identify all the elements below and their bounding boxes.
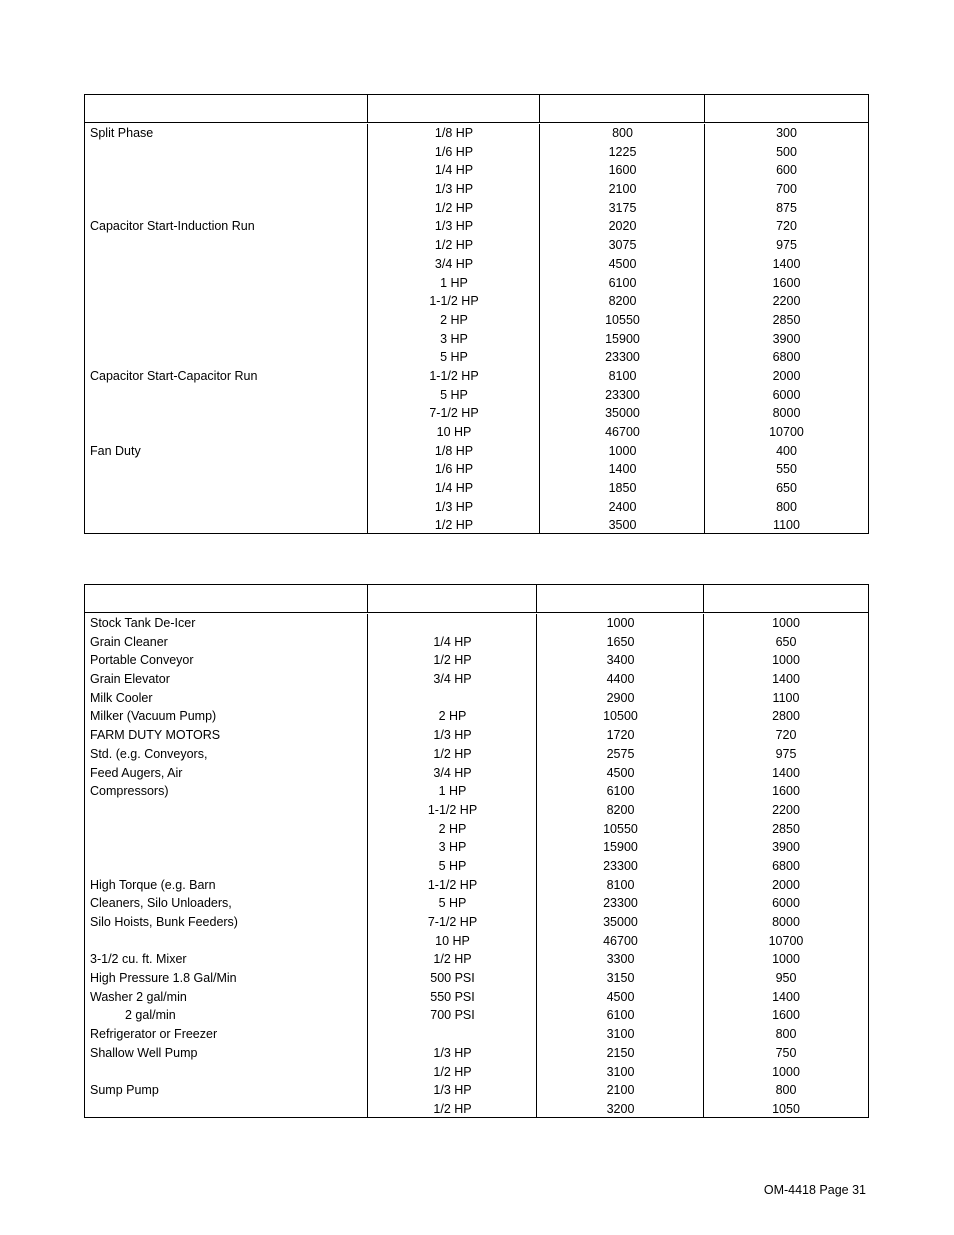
table-cell xyxy=(85,1100,368,1119)
table-cell: 15900 xyxy=(605,331,640,346)
table-cell: Std. (e.g. Conveyors, xyxy=(90,746,208,761)
table-cell: 8000 xyxy=(772,406,801,421)
table-cell: FARM DUTY MOTORS xyxy=(90,728,221,743)
table-row xyxy=(85,479,868,498)
table-cell: 1400 xyxy=(608,462,637,477)
table-cell: 1400 xyxy=(772,765,800,780)
table-cell: 1720 xyxy=(606,728,635,743)
table-cell: 1/6 HP xyxy=(434,462,474,477)
table-row xyxy=(85,180,868,199)
table-cell: 1/2 HP xyxy=(433,952,472,967)
table-cell: 1/3 HP xyxy=(433,1083,472,1098)
table-row xyxy=(85,442,868,461)
table-cell: 1/3 HP xyxy=(434,499,474,514)
table-cell: 1600 xyxy=(772,275,801,290)
table-cell: 1050 xyxy=(772,1101,800,1116)
column-divider xyxy=(703,614,704,1118)
table-cell: Sump Pump xyxy=(90,1083,159,1098)
table-cell: 3200 xyxy=(606,1101,635,1116)
table-row xyxy=(85,274,868,293)
table-cell: Washer 2 gal/min xyxy=(90,989,187,1004)
table-cell: 23300 xyxy=(605,387,640,402)
table-cell xyxy=(85,311,368,330)
table-cell: 8100 xyxy=(606,877,635,892)
header-cell xyxy=(85,585,368,612)
table-cell: 7-1/2 HP xyxy=(427,915,478,929)
table-cell xyxy=(85,161,368,180)
table-cell xyxy=(85,180,368,199)
table-cell: 46700 xyxy=(605,425,640,439)
table-cell: 1/2 HP xyxy=(434,200,474,215)
table-cell xyxy=(85,143,368,162)
table-cell: 8200 xyxy=(608,294,637,309)
table-row xyxy=(85,913,868,932)
table-cell: 3400 xyxy=(606,653,635,668)
table-cell: Split Phase xyxy=(90,126,154,140)
table-rows xyxy=(85,614,868,1119)
table-cell: Cleaners, Silo Unloaders, xyxy=(90,896,232,911)
table-cell: 2 HP xyxy=(438,821,467,836)
table-cell: 800 xyxy=(776,499,797,514)
column-divider xyxy=(536,614,537,1118)
table-cell: 1100 xyxy=(773,518,800,533)
table-cell: 1-1/2 HP xyxy=(429,294,479,309)
table-cell: 3 HP xyxy=(438,840,467,855)
table-row xyxy=(85,801,868,820)
table-cell: 6100 xyxy=(606,784,635,799)
table-cell: 1650 xyxy=(606,634,635,649)
column-divider xyxy=(367,124,368,534)
table-header xyxy=(85,95,868,123)
table-cell xyxy=(85,498,368,517)
table-cell: 2850 xyxy=(772,312,801,327)
table-cell: 400 xyxy=(776,443,797,458)
table-row xyxy=(85,932,868,951)
table-row xyxy=(85,838,868,857)
table-cell: 800 xyxy=(775,1083,797,1098)
table-cell xyxy=(85,1063,368,1082)
table-row xyxy=(85,255,868,274)
page-footer: OM-4418 Page 31 xyxy=(763,1183,866,1197)
table-cell xyxy=(368,689,537,708)
table-cell: 1/8 HP xyxy=(434,443,474,458)
table-row xyxy=(85,1006,868,1025)
table-cell: 5 HP xyxy=(440,350,468,365)
table-cell: 1000 xyxy=(772,1064,800,1079)
table-cell: 4500 xyxy=(606,989,635,1004)
table-cell: 975 xyxy=(776,238,797,253)
table-row xyxy=(85,1081,868,1100)
table-cell: 6000 xyxy=(772,896,800,911)
table-cell: 8200 xyxy=(606,802,635,817)
table-cell: 2575 xyxy=(606,746,635,761)
table-cell xyxy=(85,255,368,274)
table-cell: 10 HP xyxy=(435,933,470,948)
header-cell xyxy=(368,95,540,122)
table-cell xyxy=(85,932,368,951)
table-cell: 1/8 HP xyxy=(434,126,474,140)
table-row xyxy=(85,348,868,367)
table-cell: 1/3 HP xyxy=(433,728,472,743)
table-cell: 3175 xyxy=(608,200,637,215)
table-row xyxy=(85,707,868,726)
table-cell: 10550 xyxy=(603,821,638,836)
table-rows xyxy=(85,124,868,535)
table-row xyxy=(85,498,868,517)
table-cell: 7-1/2 HP xyxy=(429,406,479,421)
table-cell: 1 HP xyxy=(438,784,467,799)
table-cell: 2150 xyxy=(606,1045,635,1060)
table-cell: 1/3 HP xyxy=(433,1045,472,1060)
table-row xyxy=(85,199,868,218)
header-cell xyxy=(368,585,537,612)
table-cell: 8100 xyxy=(608,368,637,383)
table-cell: 10700 xyxy=(769,425,804,439)
table-row xyxy=(85,161,868,180)
motor-starting-table xyxy=(84,94,869,534)
table-cell: 650 xyxy=(775,634,797,649)
table-row xyxy=(85,217,868,236)
table-row xyxy=(85,236,868,255)
table-cell: 35000 xyxy=(605,406,640,421)
table-cell: 1-1/2 HP xyxy=(427,802,478,817)
table-cell: 1000 xyxy=(772,653,800,668)
table-cell: 3/4 HP xyxy=(433,765,472,780)
table-cell: 1000 xyxy=(772,952,800,967)
table-row xyxy=(85,292,868,311)
table-row xyxy=(85,689,868,708)
table-cell: 1400 xyxy=(772,256,801,271)
table-cell: Grain Elevator xyxy=(90,672,170,687)
table-cell: 2000 xyxy=(772,877,800,892)
table-cell: 2850 xyxy=(772,821,800,836)
table-row xyxy=(85,1100,868,1119)
table-cell: Fan Duty xyxy=(90,443,141,458)
table-cell: 6100 xyxy=(608,275,637,290)
table-cell xyxy=(85,330,368,349)
table-row xyxy=(85,894,868,913)
table-cell: Capacitor Start-Capacitor Run xyxy=(90,368,258,383)
table-cell: 3075 xyxy=(608,238,637,253)
table-row xyxy=(85,1025,868,1044)
table-cell xyxy=(85,801,368,820)
table-cell: 2400 xyxy=(608,499,637,514)
table-cell: 3900 xyxy=(772,840,800,855)
table-cell: 720 xyxy=(775,728,797,743)
table-cell: 23300 xyxy=(603,858,638,873)
table-cell: 23300 xyxy=(605,350,640,365)
table-cell: 1600 xyxy=(772,1008,800,1023)
table-header xyxy=(85,585,868,613)
table-cell: 1/6 HP xyxy=(434,144,474,159)
table-body xyxy=(85,614,868,1118)
table-cell: 500 PSI xyxy=(430,971,475,986)
table-cell: 1/4 HP xyxy=(433,634,472,649)
header-cell xyxy=(85,95,368,122)
table-cell: 1/4 HP xyxy=(434,163,474,178)
table-cell: Shallow Well Pump xyxy=(90,1045,198,1060)
table-row xyxy=(85,876,868,895)
table-cell: High Torque (e.g. Barn xyxy=(90,877,216,892)
table-cell: 1600 xyxy=(608,163,637,178)
table-cell: 1400 xyxy=(772,672,800,687)
table-cell: 1-1/2 HP xyxy=(427,877,478,892)
table-row xyxy=(85,745,868,764)
table-cell: 1850 xyxy=(608,481,637,496)
table-cell: 2100 xyxy=(606,1083,635,1098)
column-divider xyxy=(704,124,705,534)
table-row xyxy=(85,311,868,330)
table-cell: 1/2 HP xyxy=(434,238,474,253)
column-divider xyxy=(539,124,540,534)
table-cell: 3500 xyxy=(608,518,637,533)
table-cell xyxy=(85,236,368,255)
table-cell: 3-1/2 cu. ft. Mixer xyxy=(90,952,187,967)
table-cell xyxy=(85,838,368,857)
table-cell: 2000 xyxy=(772,368,801,383)
table-cell: 1000 xyxy=(606,616,635,630)
table-cell: 1600 xyxy=(772,784,800,799)
table-cell: 1/4 HP xyxy=(434,481,474,496)
table-cell: 4400 xyxy=(606,672,635,687)
table-cell: 750 xyxy=(775,1045,797,1060)
table-cell: 3150 xyxy=(606,971,635,986)
table-row xyxy=(85,969,868,988)
header-cell xyxy=(537,585,704,612)
table-cell: 3100 xyxy=(606,1027,635,1042)
table-cell: 3300 xyxy=(606,952,635,967)
table-cell: 600 xyxy=(776,163,797,178)
table-cell: 500 xyxy=(776,144,797,159)
table-cell: 10500 xyxy=(603,709,638,724)
table-cell: 6800 xyxy=(772,350,801,365)
table-row xyxy=(85,423,868,442)
table-cell: 1400 xyxy=(772,989,800,1004)
table-cell: 15900 xyxy=(603,840,638,855)
table-cell: 35000 xyxy=(603,915,638,929)
table-cell: 300 xyxy=(776,126,797,140)
table-cell xyxy=(85,516,368,535)
table-cell: 3 HP xyxy=(440,331,468,346)
header-cell xyxy=(540,95,705,122)
table-cell: 650 xyxy=(776,481,797,496)
table-cell: 800 xyxy=(775,1027,797,1042)
table-cell: Grain Cleaner xyxy=(90,634,168,649)
table-body xyxy=(85,124,868,534)
table-row xyxy=(85,614,868,633)
table-row xyxy=(85,124,868,143)
table-cell xyxy=(85,857,368,876)
table-row xyxy=(85,651,868,670)
table-cell xyxy=(85,292,368,311)
table-cell: Milker (Vacuum Pump) xyxy=(90,709,217,724)
table-row xyxy=(85,782,868,801)
table-cell: 5 HP xyxy=(440,387,468,402)
table-cell: 4500 xyxy=(606,765,635,780)
table-cell: 1/2 HP xyxy=(433,653,472,668)
table-cell: 6000 xyxy=(772,387,801,402)
table-cell: 23300 xyxy=(603,896,638,911)
table-row xyxy=(85,460,868,479)
table-cell: Compressors) xyxy=(90,784,169,799)
table-row xyxy=(85,633,868,652)
table-cell: 8000 xyxy=(772,915,800,929)
table-cell: 10700 xyxy=(768,933,804,948)
table-cell: 950 xyxy=(775,971,797,986)
header-cell xyxy=(704,585,868,612)
table-row xyxy=(85,143,868,162)
table-cell: 1 HP xyxy=(440,275,468,290)
table-cell: High Pressure 1.8 Gal/Min xyxy=(90,971,237,986)
table-cell xyxy=(368,1025,537,1044)
table-cell xyxy=(85,460,368,479)
table-cell: 3/4 HP xyxy=(434,256,474,271)
table-cell: 46700 xyxy=(603,933,638,948)
table-cell: 1/2 HP xyxy=(433,1064,472,1079)
table-row xyxy=(85,764,868,783)
table-cell: 10550 xyxy=(605,312,640,327)
table-cell: Stock Tank De-Icer xyxy=(90,616,196,630)
table-cell: 800 xyxy=(612,126,633,140)
table-cell: 1/3 HP xyxy=(434,219,474,234)
table-row xyxy=(85,1044,868,1063)
table-cell: 875 xyxy=(776,200,797,215)
table-cell: 5 HP xyxy=(438,896,467,911)
table-cell: 700 xyxy=(776,182,797,197)
table-cell xyxy=(85,423,368,442)
table-cell: 1/2 HP xyxy=(434,518,474,533)
table-cell xyxy=(85,404,368,423)
table-cell xyxy=(85,479,368,498)
table-cell: 2100 xyxy=(608,182,637,197)
table-cell xyxy=(85,820,368,839)
table-cell: 6100 xyxy=(606,1008,635,1023)
table-cell: 700 PSI xyxy=(430,1008,475,1023)
table-cell: 3/4 HP xyxy=(433,672,472,687)
table-cell: 1/3 HP xyxy=(434,182,474,197)
farm-equipment-table xyxy=(84,584,869,1118)
table-cell: Capacitor Start-Induction Run xyxy=(90,219,255,234)
table-cell xyxy=(85,386,368,405)
table-cell: 10 HP xyxy=(436,425,472,439)
table-cell: Milk Cooler xyxy=(90,690,153,705)
table-row xyxy=(85,857,868,876)
table-row xyxy=(85,988,868,1007)
table-cell: 3900 xyxy=(772,331,801,346)
table-cell: 1100 xyxy=(772,690,800,705)
table-row xyxy=(85,820,868,839)
table-cell: 550 xyxy=(776,462,797,477)
table-cell: 1000 xyxy=(772,616,800,630)
table-row xyxy=(85,1063,868,1082)
table-cell xyxy=(368,614,537,633)
table-cell: 6800 xyxy=(772,858,800,873)
table-cell: 1225 xyxy=(608,144,637,159)
header-cell xyxy=(705,95,868,122)
table-cell: Portable Conveyor xyxy=(90,653,194,668)
table-cell: 4500 xyxy=(608,256,637,271)
table-cell: 2200 xyxy=(772,294,801,309)
table-cell: 5 HP xyxy=(438,858,467,873)
table-cell: 2800 xyxy=(772,709,800,724)
table-cell: 550 PSI xyxy=(430,989,475,1004)
table-cell: 975 xyxy=(775,746,797,761)
table-cell xyxy=(85,348,368,367)
table-row xyxy=(85,404,868,423)
table-row xyxy=(85,950,868,969)
table-cell: 2900 xyxy=(606,690,635,705)
table-cell xyxy=(85,199,368,218)
table-cell: 1/2 HP xyxy=(433,1101,472,1116)
table-row xyxy=(85,726,868,745)
table-cell: 2 HP xyxy=(440,312,468,327)
table-cell: Refrigerator or Freezer xyxy=(90,1027,218,1042)
table-cell: 3100 xyxy=(606,1064,635,1079)
table-row xyxy=(85,330,868,349)
table-row xyxy=(85,670,868,689)
table-cell: 1-1/2 HP xyxy=(429,368,479,383)
table-cell: 1/2 HP xyxy=(433,746,472,761)
table-cell: 2200 xyxy=(772,802,800,817)
table-cell: Silo Hoists, Bunk Feeders) xyxy=(90,915,238,929)
table-cell: 1000 xyxy=(608,443,637,458)
table-row xyxy=(85,386,868,405)
table-cell: Feed Augers, Air xyxy=(90,765,183,780)
table-row xyxy=(85,516,868,535)
column-divider xyxy=(367,614,368,1118)
table-row xyxy=(85,367,868,386)
table-cell: 720 xyxy=(776,219,797,234)
table-cell: 2 HP xyxy=(438,709,467,724)
table-cell xyxy=(85,274,368,293)
table-cell: 2 gal/min xyxy=(125,1008,176,1023)
table-cell: 2020 xyxy=(608,219,637,234)
